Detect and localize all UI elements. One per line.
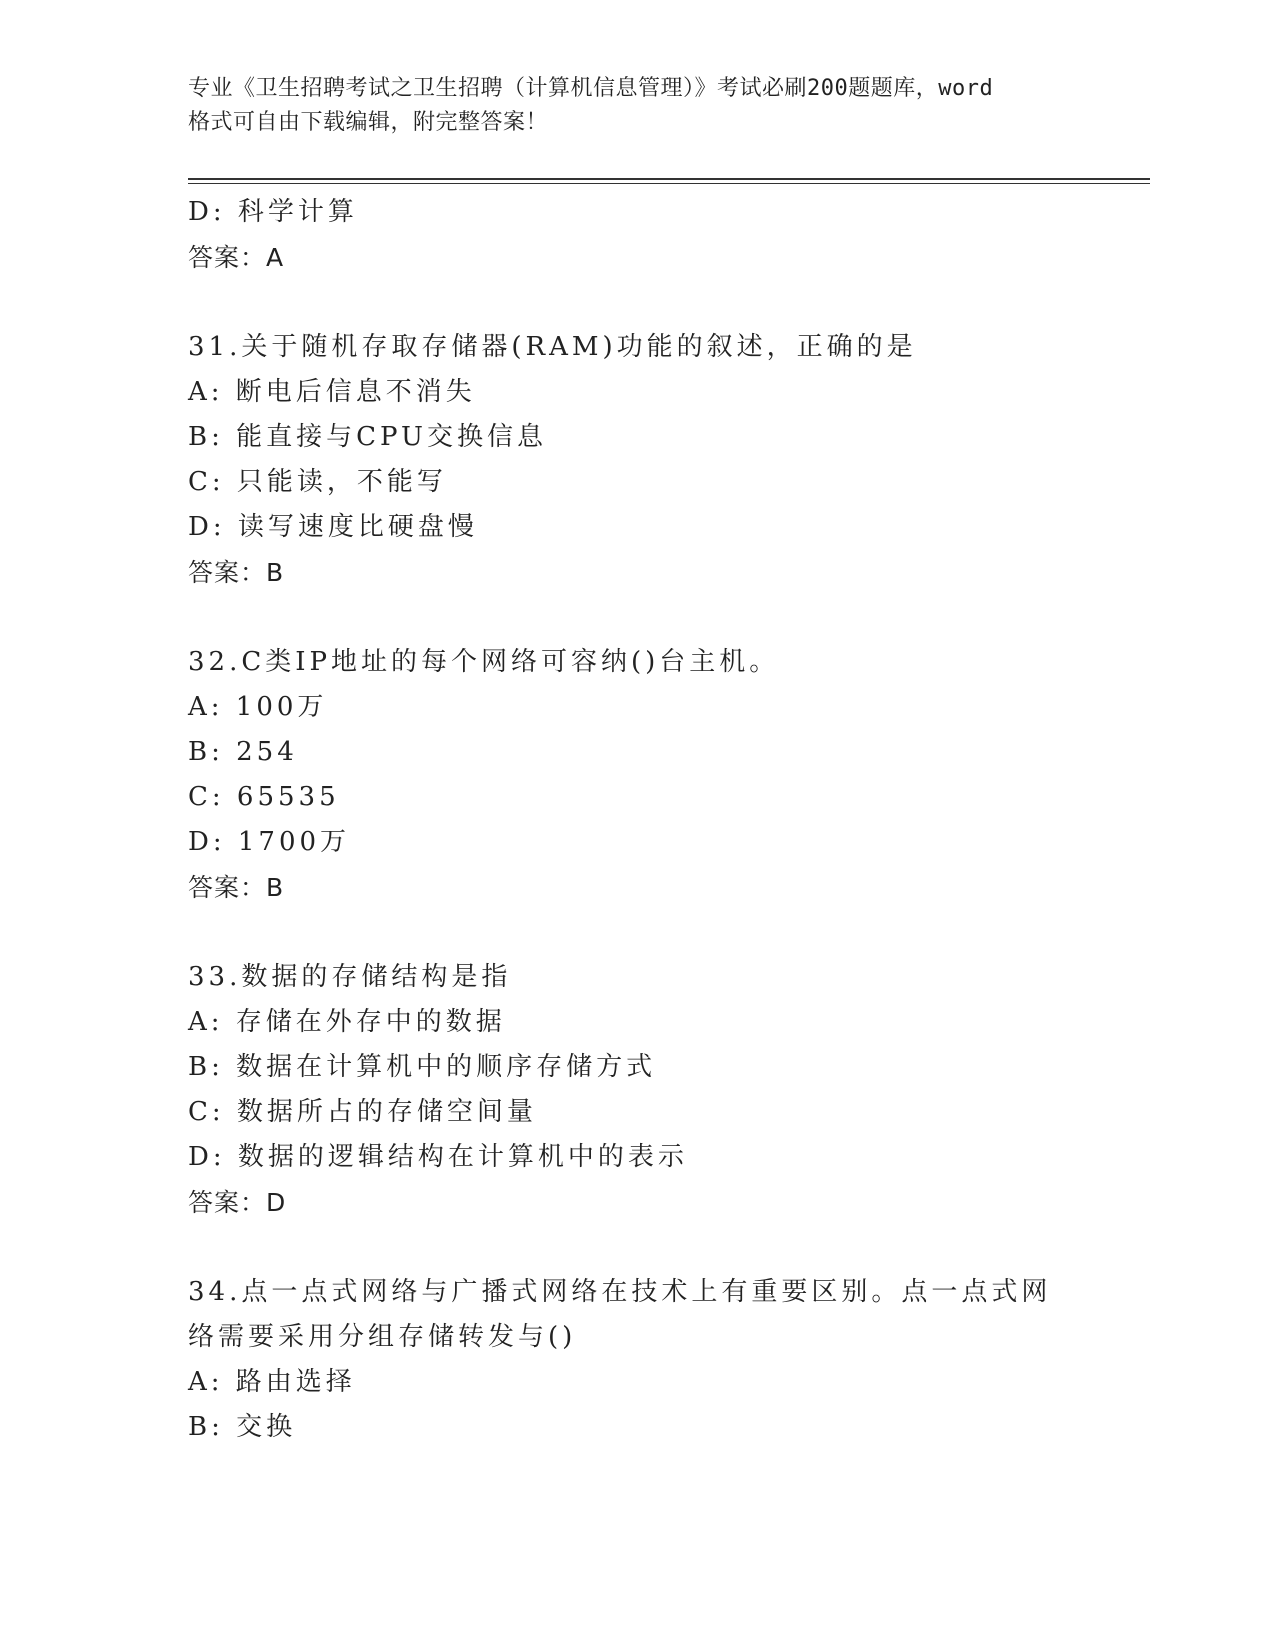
option-b: B: 交换 [188,1412,297,1442]
spacer [188,595,1088,640]
question-33 [188,955,1088,1225]
document-header [188,72,1088,140]
spacer [188,280,1088,325]
option-c: C: 数据所占的存储空间量 [188,1097,537,1127]
question-31 [188,325,1088,595]
question-stem: 32.C类IP地址的每个网络可容纳()台主机。 [188,647,780,677]
answer-label: 答案：B [188,873,285,902]
option-d: D: 读写速度比硬盘慢 [188,512,478,542]
option-d: D: 1700万 [188,827,351,857]
question-30-tail [188,190,1088,280]
header-divider-thin [188,183,1150,184]
option-c: C: 只能读，不能写 [188,467,447,497]
option-b: B: 254 [188,737,298,767]
question-32 [188,640,1088,910]
option-b: B: 数据在计算机中的顺序存储方式 [188,1052,657,1082]
option-a: A: 存储在外存中的数据 [188,1007,506,1037]
spacer [188,910,1088,955]
option-a: A: 路由选择 [188,1367,356,1397]
answer-label: 答案：D [188,1188,287,1217]
answer-label: 答案：B [188,558,285,587]
option-a: A: 100万 [188,692,328,722]
header-divider-thick [188,178,1150,180]
question-stem: 33.数据的存储结构是指 [188,962,512,992]
option-a: A: 断电后信息不消失 [188,377,476,407]
option-d: D: 数据的逻辑结构在计算机中的表示 [188,1142,688,1172]
option-d: D: 科学计算 [188,197,358,227]
spacer [188,1225,1088,1270]
answer-label: 答案：A [188,243,285,272]
question-stem: 34.点一点式网络与广播式网络在技术上有重要区别。点一点式网络需要采用分组存储转发与() [188,1277,1052,1352]
question-stem: 31.关于随机存取存储器(RAM)功能的叙述，正确的是 [188,332,917,362]
option-c: C: 65535 [188,782,340,812]
question-34 [188,1270,1088,1450]
option-b: B: 能直接与CPU交换信息 [188,422,547,452]
question-list [188,190,1088,1450]
header-line-1: 专业《卫生招聘考试之卫生招聘（计算机信息管理）》考试必刷200题题库，word [188,76,994,101]
header-line-2: 格式可自由下载编辑，附完整答案！ [188,110,549,135]
